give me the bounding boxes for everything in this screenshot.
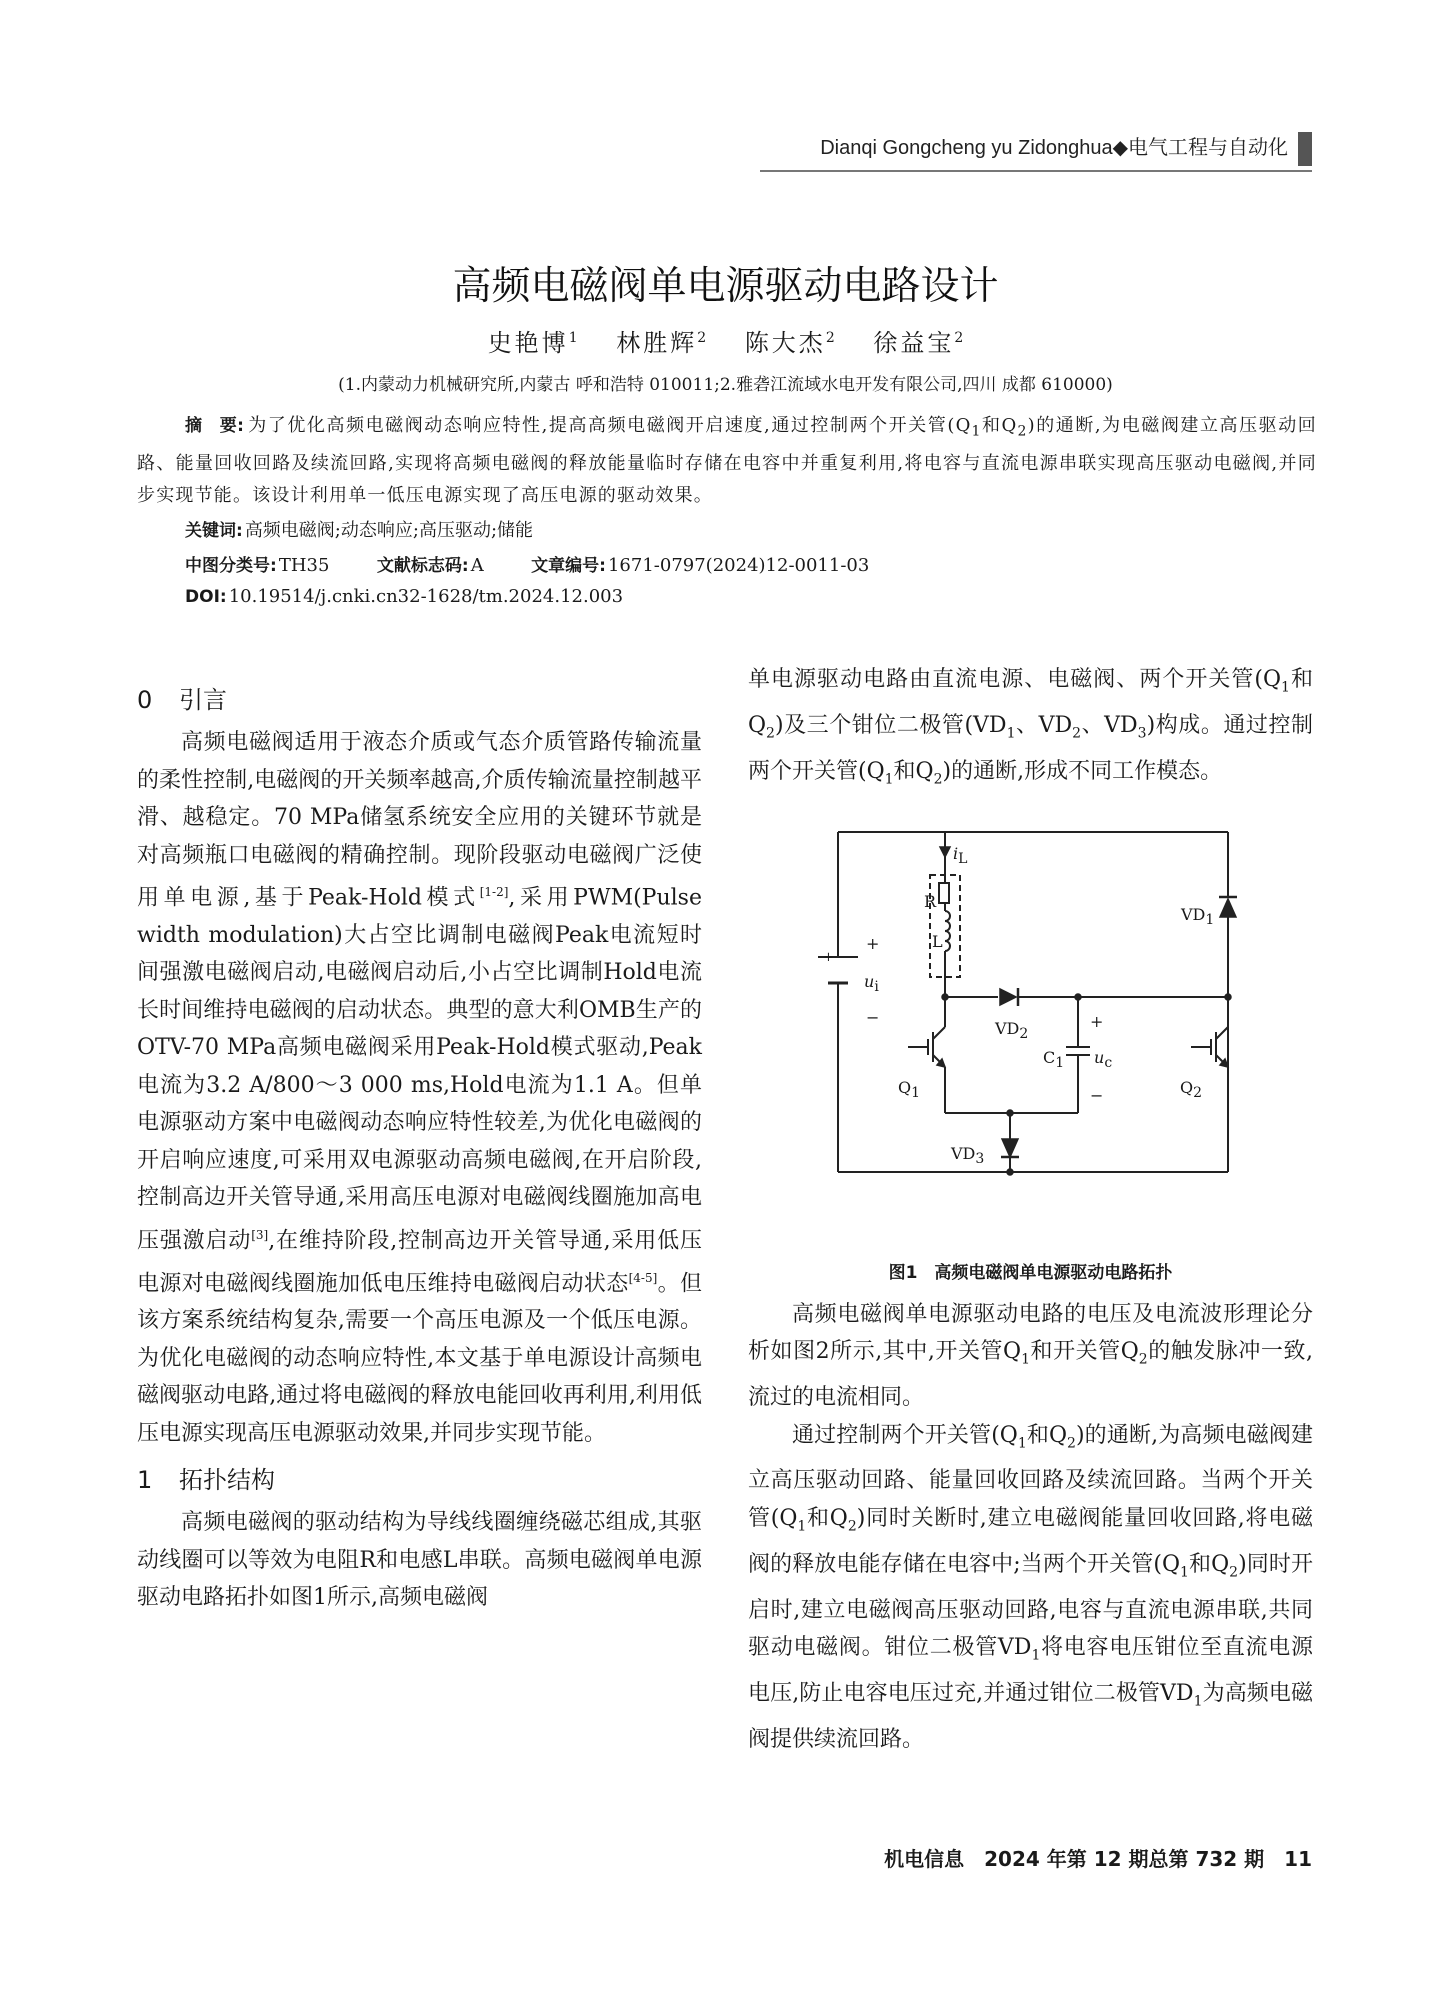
paragraph: 通过控制两个开关管($Q_1$和$Q_2$)的通断,为高频电磁阀建立高压驱动回路、能量回收回路及续流回路。当两个开关管($Q_1$和$Q_2$)同时关断时,建立电磁阀能量回收回路,将电磁阀的释放电能存储在电容中;当两个开关管($Q_1$和$Q_2$)同时开启时,建立电磁阀高压驱动回路,电容与直流电源串联,共同驱动电磁阀。钳位二极管$VD_1$将电容电压钳位至直流电源电压,防止电容电压过充,并通过钳位二极管$VD_1$为高频电磁阀提供续流回路。 (748, 1422, 1313, 1753)
abstract-label: 摘 要: (185, 416, 244, 436)
keywords-label: 关键词: (185, 521, 243, 541)
header-rule (760, 170, 1312, 172)
vd3-label: $VD_3$ (951, 1143, 985, 1167)
header-bar (1298, 132, 1312, 166)
minus-sign: − (1090, 1085, 1104, 1105)
figure-caption: 图1 高频电磁阀单电源驱动电路拓扑 (888, 1262, 1173, 1283)
circuit-figure (748, 807, 1313, 1252)
vd2-label: $VD_2$ (995, 1018, 1029, 1042)
paragraph: 高频电磁阀适用于液态介质或气态介质管路传输流量的柔性控制,电磁阀的开关频率越高,介质传输流量控制越平滑、越稳定。70 MPa储氢系统安全应用的关键环节就是对高频瓶口电磁阀的精确控制。现阶段驱动电磁阀广泛使用单电源,基于Peak-Hold模式[1-2],采用PWM(Pulse width modulation)大占空比调制电磁阀Peak电流短时间强激电磁阀启动,电磁阀启动后,小占空比调制Hold电流长时间维持电磁阀的启动状态。典型的意大利OMB生产的OTV-70 MPa高频电磁阀采用Peak-Hold模式驱动,Peak电流为3.2 A/800～3 000 ms,Hold电流为1.1 A。但单电源驱动方案中电磁阀动态响应特性较差,为优化电磁阀的开启响应速度,可采用双电源驱动高频电磁阀,在开启阶段,控制高边开关管导通,采用高压电源对电磁阀线圈施加高电压强激启动[3],在维持阶段,控制高边开关管导通,采用低压电源对电磁阀线圈施加低电压维持电磁阀启动状态[4-5]。但该方案系统结构复杂,需要一个高压电源及一个低压电源。为优化电磁阀的动态响应特性,本文基于单电源设计高频电磁阀驱动电路,通过将电磁阀的释放电能回收再利用,利用低压电源实现高压电源驱动效果,并同步实现节能。 (137, 730, 702, 1446)
citation[interactable]: [3] (251, 1227, 269, 1242)
author: 陈大杰$^2$ (744, 329, 835, 357)
plus-sign: + (1090, 1011, 1104, 1031)
right-column (748, 661, 1313, 1759)
citation[interactable]: [4-5] (628, 1270, 658, 1285)
author: 史艳博$^1$ (487, 329, 578, 357)
plus-sign: + (823, 949, 834, 965)
inductor-label: L (932, 931, 943, 951)
author: 徐益宝$^2$ (873, 329, 964, 357)
citation[interactable]: [1-2] (479, 885, 509, 899)
paragraph: 单电源驱动电路由直流电源、电磁阀、两个开关管($Q_1$和$Q_2$)及三个钳位二极管($VD_1$、$VD_2$、$VD_3$)构成。通过控制两个开关管($Q_1$和$Q_2$)的通断,形成不同工作模态。 (748, 667, 1313, 788)
left-column (137, 676, 702, 1617)
abstract: 摘 要: 为了优化高频电磁阀动态响应特性,提高高频电磁阀开启速度,通过控制两个开关管($Q_1$和$Q_2$)的通断,为电磁阀建立高压驱动回路、能量回收回路及续流回路,实现将高频电磁阀的释放能量临时存储在电容中并重复利用,将电容与直流电源串联实现高压驱动电磁阀,并同步实现节能。该设计利用单一低压电源实现了高压电源的驱动效果。 (137, 415, 1317, 506)
author-list (0, 323, 1451, 358)
q1-label: $Q_1$ (898, 1077, 921, 1101)
document-code: A (470, 555, 484, 576)
paragraph: 高频电磁阀单电源驱动电路的电压及电流波形理论分析如图2所示,其中,开关管$Q_1$和开关管$Q_2$的触发脉冲一致,流过的电流相同。 (748, 1301, 1313, 1411)
section-heading: 0 引言 (137, 686, 227, 714)
circuit-diagram (748, 807, 1313, 1252)
doi-value: 10.19514/j.cnki.cn32-1628/tm.2024.12.003 (228, 586, 624, 607)
vd1-label: $VD_1$ (1181, 904, 1215, 928)
c1-label: $C_1$ (1043, 1047, 1065, 1071)
running-header (760, 128, 1312, 168)
keywords-text: 高频电磁阀;动态响应;高压驱动;储能 (244, 520, 534, 541)
current-label: $i_L$ (953, 843, 968, 867)
article-id: 1671-0797(2024)12-0011-03 (607, 555, 870, 576)
paper-title: 高频电磁阀单电源驱动电路设计 (452, 264, 999, 309)
ui-label: $u_i$ (864, 971, 879, 995)
doi: DOI: 10.19514/j.cnki.cn32-1628/tm.2024.12.003 (185, 586, 624, 607)
author: 林胜辉$^2$ (616, 329, 707, 357)
section-heading: 1 拓扑结构 (137, 1466, 275, 1495)
plus-sign: + (866, 933, 880, 953)
page-footer: 机电信息 2024 年第 12 期总第 732 期 11 (884, 1847, 1312, 1871)
classification: 中图分类号: TH35 文献标志码: A 文章编号: 1671-0797(2024)12-0011-03 (185, 555, 870, 576)
clc-number: TH35 (278, 555, 330, 576)
resistor-label: R (924, 891, 937, 911)
running-title: Dianqi Gongcheng yu Zidonghua◆电气工程与自动化 (820, 137, 1288, 159)
paragraph: 高频电磁阀的驱动结构为导线线圈缠绕磁芯组成,其驱动线圈可以等效为电阻R和电感L串联。高频电磁阀单电源驱动电路拓扑如图1所示,高频电磁阀 (137, 1510, 702, 1611)
keywords (185, 516, 533, 542)
minus-sign: − (866, 1007, 880, 1027)
affiliation: (1.内蒙动力机械研究所,内蒙古 呼和浩特 010011;2.雅砻江流域水电开发有限公司,四川 成都 610000) (338, 375, 1113, 395)
uc-label: $u_c$ (1094, 1047, 1113, 1071)
q2-label: $Q_2$ (1180, 1077, 1203, 1101)
